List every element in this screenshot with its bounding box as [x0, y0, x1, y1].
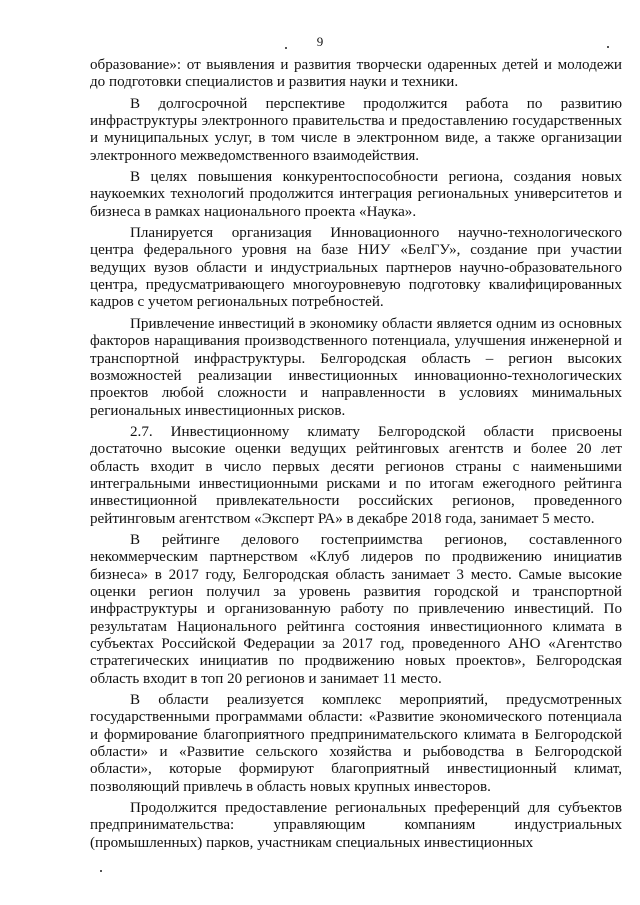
paragraph: Продолжится предоставление региональных преференций для субъектов предпринимательства: управляющим компаниям индустриальных (промышленных) парков, участникам специальных инвестиционных	[90, 800, 622, 851]
paragraph: образование»: от выявления и развития творчески одаренных детей и молодежи до подготовки специалистов и развития науки и техники.	[90, 57, 622, 91]
paragraph: Планируется организация Инновационного научно-технологического центра федерального уровня на базе НИУ «БелГУ», создание при участии ведущих вузов области и индустриальных партнеров научно-образовательного центра, предусматривающего многоуровневую подготовку квалифицированных кадров с учетом региональных потребностей.	[90, 225, 622, 311]
scan-speck	[607, 46, 609, 48]
paragraph: В рейтинге делового гостеприимства регионов, составленного некоммерческим партнерством «Клуб лидеров по продвижению инициатив бизнеса» в 2017 году, Белгородская область занимает 3 место. Самые высокие оценки регион получил за уровень развития городской и транспортной инфраструктуры и организованную работу по привлечению инвестиций. По результатам Национального рейтинга состояния инвестиционного климата в субъектах Российской Федерации за 2017 год, проведенного АНО «Агентство стратегических инициатив по продвижению новых проектов», Белгородская область входит в топ 20 регионов и занимает 11 место.	[90, 531, 622, 687]
paragraph: Привлечение инвестиций в экономику области является одним из основных факторов наращивания производственного потенциала, улучшения инженерной и транспортной инфраструктуры. Белгородская область – регион высоких возможностей реализации инвестиционных инновационно-технологических проектов любой сложности и направленности в условиях минимальных региональных инвестиционных рисков.	[90, 315, 622, 419]
paragraph: 2.7. Инвестиционному климату Белгородской области присвоены достаточно высокие оценки ведущих рейтинговых агентств и более 20 лет область входит в число первых десяти регионов страны с наименьшими интегральными инвестиционными рисками и по итогам ежегодного рейтинга инвестиционной привлекательности российских регионов, проведенного рейтинговым агентством «Эксперт РА» в декабре 2018 года, занимает 5 место.	[90, 423, 622, 527]
paragraph: В долгосрочной перспективе продолжится работа по развитию инфраструктуры электронного правительства и предоставлению государственных и муниципальных услуг, в том числе в электронном виде, а также организации электронного межведомственного взаимодействия.	[90, 95, 622, 164]
paragraph: В области реализуется комплекс мероприятий, предусмотренных государственными программами области: «Развитие экономического потенциала и формирование благоприятного предпринимательского климата в Белгородской области» и «Развитие сельского хозяйства и рыбоводства в Белгородской области», которые формируют благоприятный инвестиционный климат, позволяющий привлечь в область новых крупных инвесторов.	[90, 692, 622, 795]
document-body	[90, 57, 622, 852]
page-number: 9	[316, 34, 324, 49]
scan-speck	[285, 47, 287, 49]
scan-speck	[100, 870, 102, 872]
paragraph: В целях повышения конкурентоспособности региона, создания новых наукоемких технологий продолжится интеграция региональных университетов и бизнеса в рамках национального проекта «Наука».	[90, 169, 622, 220]
